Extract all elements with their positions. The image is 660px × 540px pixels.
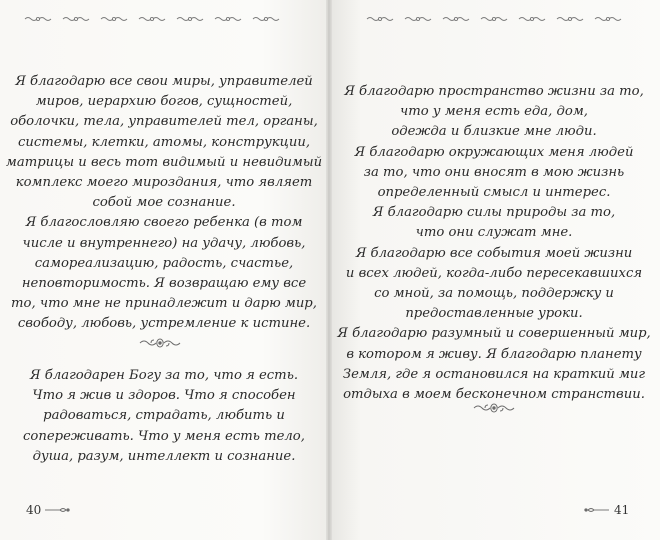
text-line: Я благодарю все свои миры, управителей: [15, 74, 313, 89]
ornament-flourish-icon: [24, 14, 52, 24]
text-line: комплекс моего мироздания, что являет: [15, 175, 313, 191]
text-line: и всех людей, когда-либо пересекавшихся: [345, 265, 643, 281]
text-line: то, что мне не принадлежит и дарю мир,: [11, 296, 317, 312]
text-line: числе и внутреннего) на удачу, любовь,: [22, 235, 306, 251]
ornament-tail-icon: [584, 506, 610, 514]
text-line: Я благодарю пространство жизни за то,: [344, 84, 644, 99]
text-line: отдыха в моем бесконечном странствии.: [343, 387, 645, 403]
ornament-flourish-icon: [138, 14, 166, 24]
text-line: сопереживать. Что у меня есть тело,: [23, 428, 305, 444]
text-line: Я благодарю все события моей жизни: [355, 245, 633, 261]
text-line: предоставленные уроки.: [405, 306, 583, 322]
text-line: Я благословляю своего ребенка (в том: [25, 215, 303, 231]
book-spine: [326, 0, 332, 540]
text-line: матрицы и весь тот видимый и невидимый: [5, 154, 323, 170]
ornament-flourish-icon: [404, 14, 432, 24]
ornament-flourish-icon: [100, 14, 128, 24]
ornament-flourish-icon: [594, 14, 622, 24]
text-line: одежда и близкие мне люди.: [391, 124, 597, 140]
text-line: в котором я живу. Я благодарю планету: [346, 346, 642, 362]
right-page: [328, 0, 660, 540]
ornament-divider-icon: [472, 401, 516, 415]
text-line: радоваться, страдать, любить и: [43, 408, 285, 424]
ornament-flourish-icon: [518, 14, 546, 24]
text-line: системы, клетки, атомы, конструкции,: [17, 134, 311, 150]
text-line: Я благодарен Богу за то, что я есть.: [29, 368, 299, 383]
left-text-block-2: [0, 366, 328, 467]
text-line: Я благодарю окружающих меня людей: [354, 144, 634, 160]
left-text-block-1: [0, 72, 328, 335]
text-line: что у меня есть еда, дом,: [400, 104, 588, 120]
ornament-flourish-icon: [214, 14, 242, 24]
text-line: за то, что они вносят в мою жизнь: [363, 164, 625, 180]
text-line: Я благодарю силы природы за то,: [372, 205, 616, 221]
ornament-flourish-icon: [556, 14, 584, 24]
text-line: свободу, любовь, устремление к истине.: [17, 316, 311, 332]
text-line: со мной, за помощь, поддержку и: [374, 286, 614, 302]
ornament-flourish-icon: [442, 14, 470, 24]
text-line: Земля, где я остановился на краткий миг: [342, 366, 646, 382]
header-ornaments: [24, 14, 280, 24]
ornament-tail-icon: [44, 506, 70, 514]
text-line: Что я жив и здоров. Что я способен: [32, 388, 296, 404]
text-line: что они служат мне.: [415, 225, 573, 241]
left-page: [0, 0, 328, 540]
text-line: миров, иерархию богов, сущностей,: [35, 94, 293, 110]
ornament-flourish-icon: [480, 14, 508, 24]
text-line: определенный смысл и интерес.: [377, 185, 611, 201]
right-text-block-1: [328, 82, 660, 405]
text-line: Я благодарю разумный и совершенный мир,: [337, 326, 651, 342]
text-line: оболочки, тела, управителей тел, органы,: [10, 114, 318, 130]
text-line: душа, разум, интеллект и сознание.: [32, 448, 296, 464]
header-ornaments: [366, 14, 622, 24]
text-line: самореализацию, радость, счастье,: [34, 255, 294, 271]
ornament-flourish-icon: [176, 14, 204, 24]
ornament-flourish-icon: [366, 14, 394, 24]
text-line: собой мое сознание.: [92, 195, 236, 211]
text-line: неповторимость. Я возвращаю ему все: [21, 276, 307, 292]
ornament-flourish-icon: [62, 14, 90, 24]
ornament-flourish-icon: [252, 14, 280, 24]
page-number: 41: [614, 503, 630, 517]
ornament-divider-icon: [138, 336, 182, 350]
page-number: 40: [26, 503, 42, 517]
